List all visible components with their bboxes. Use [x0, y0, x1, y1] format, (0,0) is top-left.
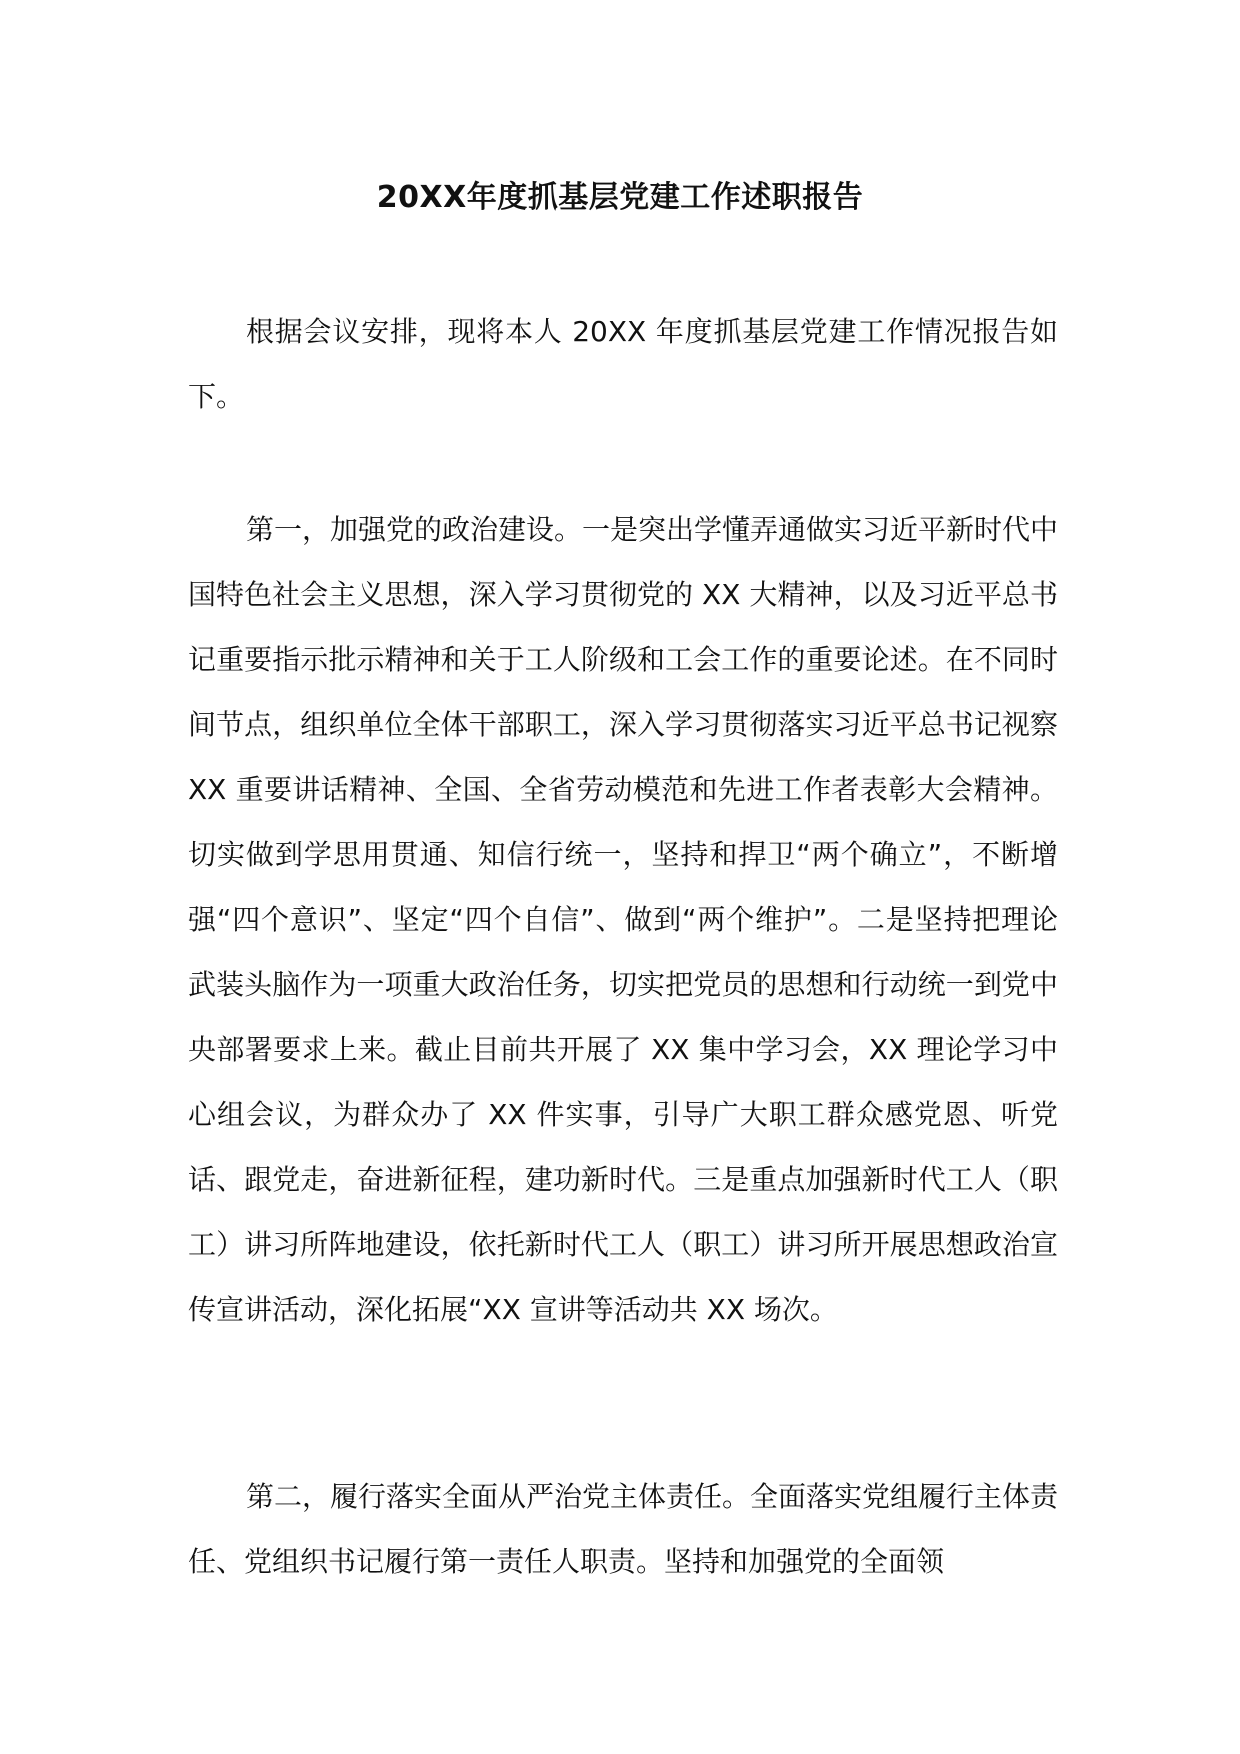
paragraph-second-section: 第二，履行落实全面从严治党主体责任。全面落实党组履行主体责任、党组织书记履行第一责任人职责。坚持和加强党的全面领 — [188, 1480, 1059, 1578]
document-title: 20XX年度抓基层党建工作述职报告 — [376, 180, 864, 215]
paragraph-intro: 根据会议安排，现将本人 20XX 年度抓基层党建工作情况报告如下。 — [188, 315, 1058, 413]
paragraph-first-section: 第一，加强党的政治建设。一是突出学懂弄通做实习近平新时代中国特色社会主义思想，深入学习贯彻党的 XX 大精神，以及习近平总书记重要指示批示精神和关于工人阶级和工会工作的重要论述。在不同时间节点，组织单位全体干部职工，深入学习贯彻落实习近平总书记视察 XX 重要讲话精神、全国、全省劳动模范和先进工作者表彰大会精神。切实做到学思用贯通、知信行统一，坚持和捍卫“两个确立”，不断增强“四个意识”、坚定“四个自信”、做到“两个维护”。二是坚持把理论武装头脑作为一项重大政治任务，切实把党员的思想和行动统一到党中央部署要求上来。截止目前共开展了 XX 集中学习会，XX 理论学习中心组会议，为群众办了 XX 件实事，引导广大职工群众感党恩、听党话、跟党走，奋进新征程，建功新时代。三是重点加强新时代工人（职工）讲习所阵地建设，依托新时代工人（职工）讲习所开展思想政治宣传宣讲活动，深化拓展“XX 宣讲等活动共 XX 场次。 — [188, 513, 1059, 1326]
